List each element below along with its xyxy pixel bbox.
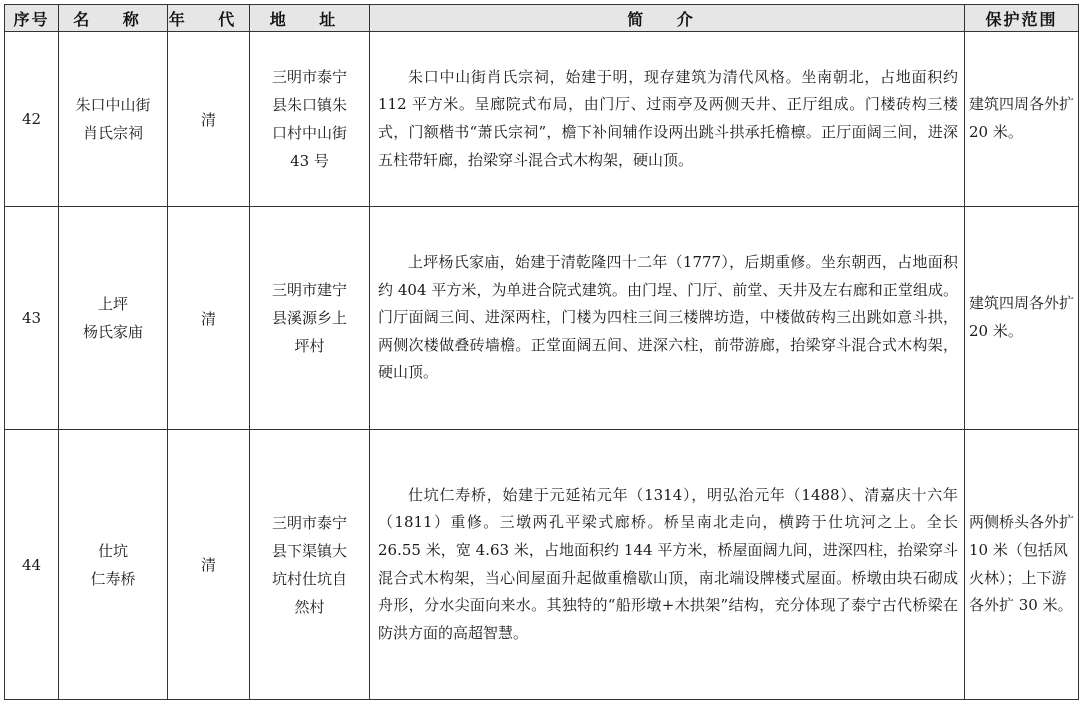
address-line: 三明市泰宁 xyxy=(271,513,347,532)
intro-text: 上坪杨氏家庙，始建于清乾隆四十二年（1777），后期重修。坐东朝西，占地面积约 404 平方米，为单进合院式建筑。由门埕、门厅、前堂、天井及左右廊和正堂组成。门厅面阔三间、进深两柱，门楼为四柱三间三楼牌坊造，中楼做砖构三出跳如意斗拱，两侧次楼做叠砖墙檐。正堂面阔五间、进深六柱，前带游廊，抬梁穿斗混合式木构架，硬山顶。 xyxy=(378,253,958,382)
row-name xyxy=(59,430,168,700)
table-row xyxy=(5,207,1079,430)
intro-text: 朱口中山街肖氏宗祠，始建于明，现存建筑为清代风格。坐南朝北，占地面积约 112 平方米。呈廊院式布局，由门厅、过雨亭及两侧天井、正厅组成。门楼砖构三楼式，门额楷书“萧氏宗祠”，檐下补间辅作设两出跳斗拱承托檐檩。正厅面阔三间，进深五柱带轩廊，抬梁穿斗混合式木构架，硬山顶。 xyxy=(378,67,958,169)
address-line: 口村中山街 xyxy=(271,124,347,142)
name-line: 杨氏家庙 xyxy=(82,323,143,341)
row-scope: 建筑四周各外扩 20 米。 xyxy=(965,207,1079,430)
row-scope: 建筑四周各外扩 20 米。 xyxy=(965,32,1079,207)
header-name: 名 称 xyxy=(59,5,168,32)
row-no: 44 xyxy=(5,430,59,700)
header-row xyxy=(5,5,1079,32)
row-intro xyxy=(370,207,965,430)
row-era: 清 xyxy=(168,430,250,700)
header-address: 地 址 xyxy=(250,5,370,32)
row-no: 42 xyxy=(5,32,59,207)
row-address xyxy=(250,32,370,207)
row-address xyxy=(250,430,370,700)
heritage-table xyxy=(4,4,1079,700)
name-line: 上坪 xyxy=(97,295,128,313)
address-line: 县朱口镇朱 xyxy=(271,96,347,114)
row-era: 清 xyxy=(168,207,250,430)
name-line: 朱口中山街 xyxy=(75,96,151,114)
address-line: 县溪源乡上 xyxy=(271,309,347,327)
row-name xyxy=(59,207,168,430)
address-line: 坑村仕坑自 xyxy=(271,569,347,588)
row-name xyxy=(59,32,168,207)
intro-text: 仕坑仁寿桥，始建于元延祐元年（1314），明弘治元年（1488）、清嘉庆十六年（1811）重修。三墩两孔平梁式廊桥。桥呈南北走向，横跨于仕坑河之上。全长 26.55 米，宽 4.63 米，占地面积约 144 平方米，桥屋面阔九间，进深四柱，抬梁穿斗混合式木构架，当心间屋面升起做重檐歇山顶，南北端设牌楼式屋面。桥墩由块石砌成舟形，分水尖面向来水。其独特的“船形墩+木拱架”结构，充分体现了泰宁古代桥梁在防洪方面的高超智慧。 xyxy=(378,485,958,642)
row-scope: 两侧桥头各外扩 10 米（包括风火林）；上下游各外扩 30 米。 xyxy=(965,430,1079,700)
address-line: 县下渠镇大 xyxy=(271,541,347,560)
address-line: 然村 xyxy=(294,597,325,616)
row-era: 清 xyxy=(168,32,250,207)
address-line: 三明市建宁 xyxy=(271,281,347,299)
name-line: 仁寿桥 xyxy=(90,569,136,588)
address-line: 坪村 xyxy=(294,337,325,355)
header-no: 序号 xyxy=(5,5,59,32)
row-address xyxy=(250,207,370,430)
table-row xyxy=(5,430,1079,700)
header-scope: 保护范围 xyxy=(965,5,1079,32)
header-intro: 简 介 xyxy=(370,5,965,32)
table-row xyxy=(5,32,1079,207)
row-no: 43 xyxy=(5,207,59,430)
address-line: 三明市泰宁 xyxy=(271,68,347,86)
name-line: 肖氏宗祠 xyxy=(82,124,143,142)
header-era: 年 代 xyxy=(168,5,250,32)
row-intro xyxy=(370,32,965,207)
name-line: 仕坑 xyxy=(97,541,128,560)
address-line: 43 号 xyxy=(290,152,329,170)
row-intro xyxy=(370,430,965,700)
